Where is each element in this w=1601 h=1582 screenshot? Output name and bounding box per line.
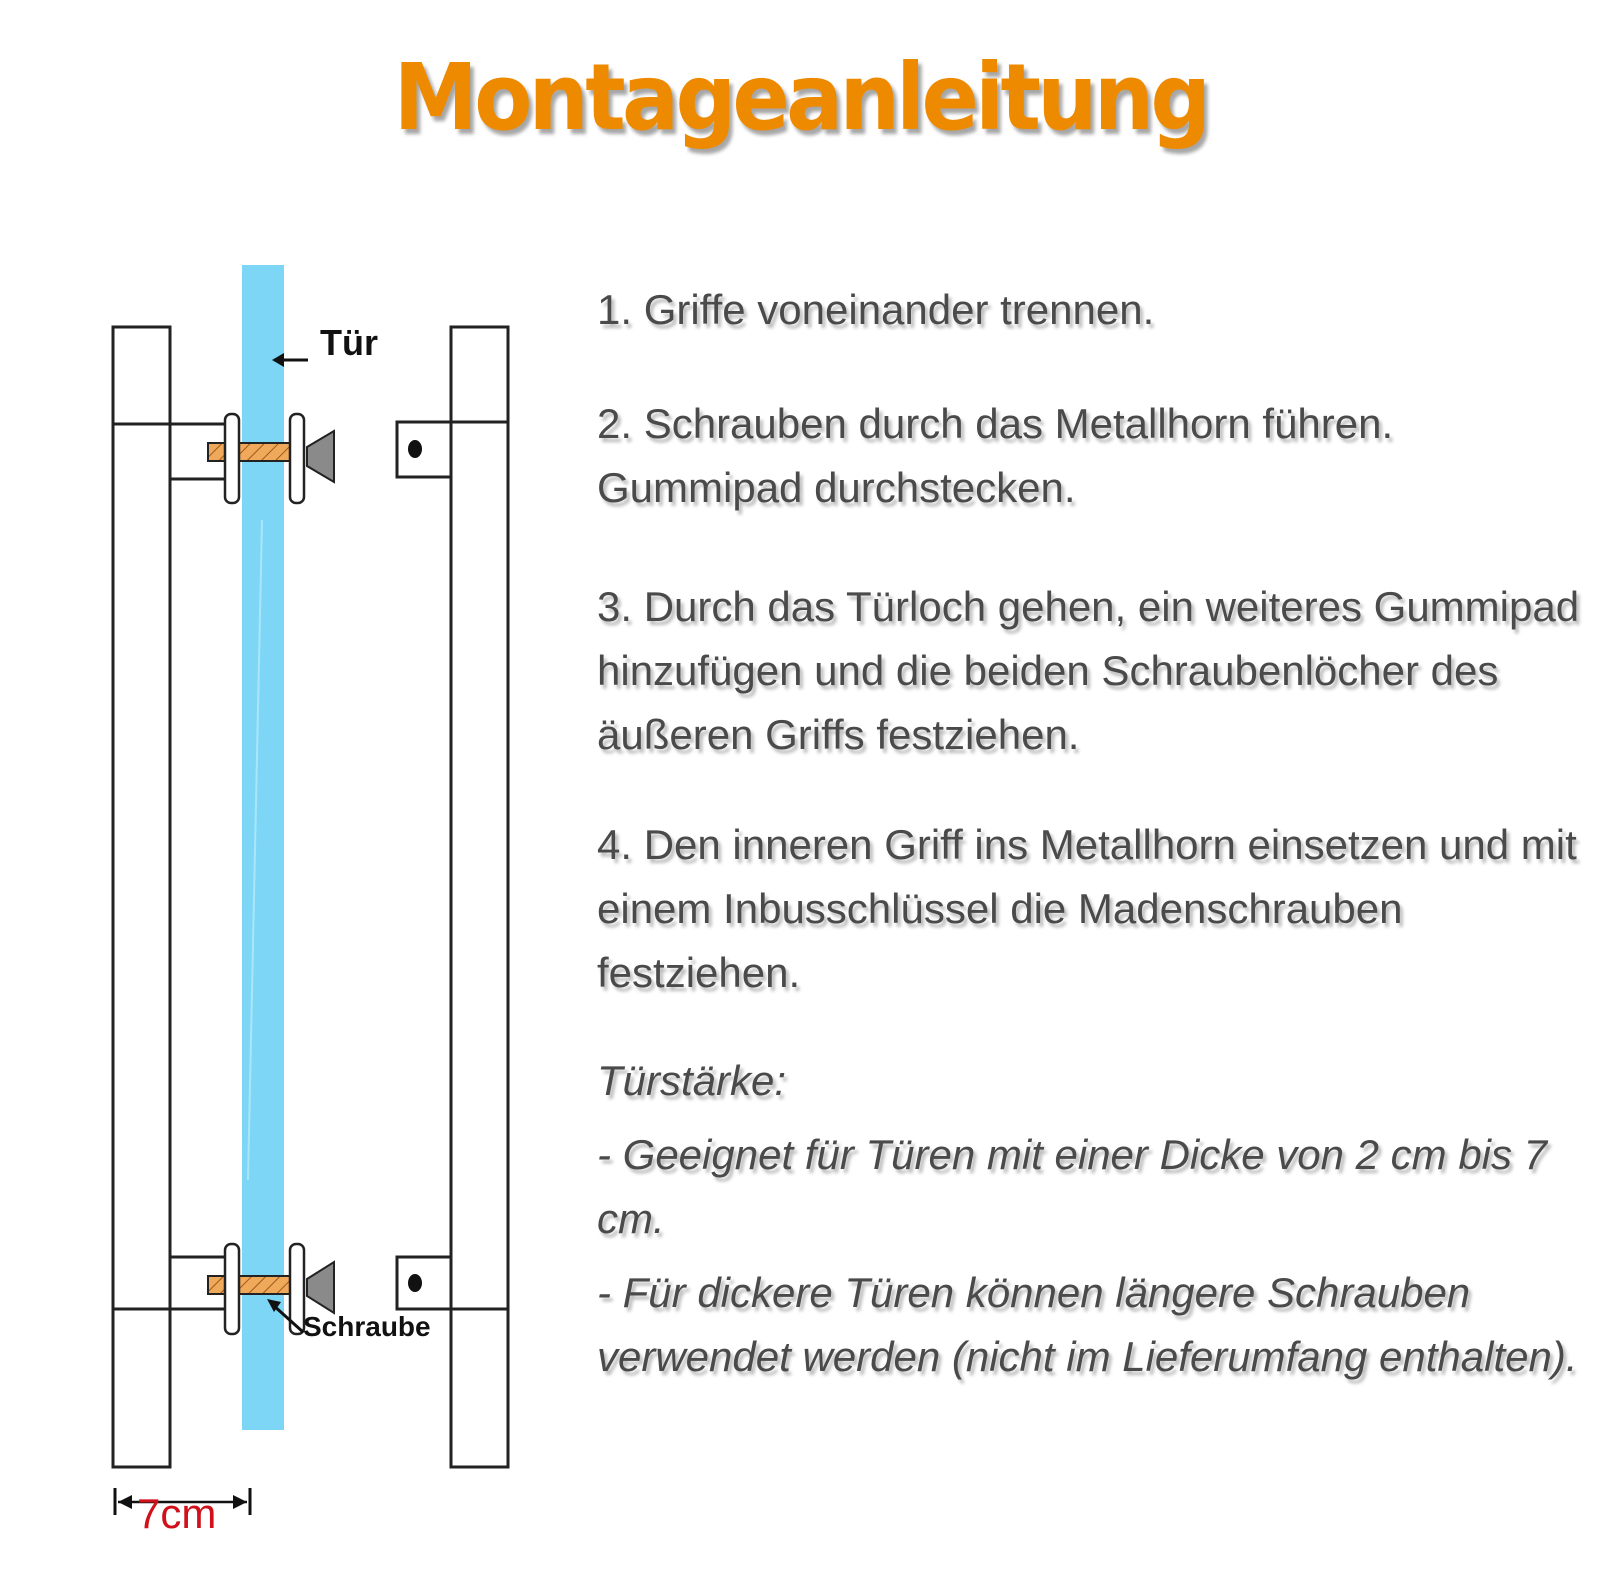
top-hole [408, 440, 422, 458]
bottom-hole [408, 1274, 422, 1292]
bottom-screw [208, 1276, 291, 1294]
left-handle-bar [113, 327, 170, 1467]
width-label: 7cm [137, 1490, 217, 1537]
door-thickness-section [597, 1049, 1587, 1389]
screw-label: Schraube [303, 1311, 431, 1342]
glass-door [242, 265, 284, 1430]
handle-door-diagram [0, 0, 600, 1582]
top-screw [208, 443, 291, 461]
door-label: Tür [320, 322, 378, 363]
thickness-heading: Türstärke: [597, 1057, 787, 1104]
top-bumper [307, 431, 334, 482]
instruction-steps [597, 278, 1587, 1399]
step-3: 3. Durch das Türloch gehen, ein weiteres Gummipad hinzufügen und die beiden Schraubenlöcher des äußeren Griffs festziehen. [597, 583, 1580, 758]
thickness-item-range: - Geeignet für Türen mit einer Dicke von 2 cm bis 7 cm. [597, 1131, 1548, 1242]
step-1: 1. Griffe voneinander trennen. [597, 286, 1155, 333]
right-handle-bar [451, 327, 508, 1467]
thickness-item-longer-screws: - Für dickere Türen können längere Schrauben verwendet werden (nicht im Lieferumfang enthalten). [597, 1269, 1578, 1380]
page-title: Montageanleitung [393, 44, 1208, 151]
step-2: 2. Schrauben durch das Metallhorn führen. Gummipad durchstecken. [597, 400, 1394, 511]
top-mount [170, 414, 451, 503]
bottom-bumper [307, 1262, 334, 1313]
installation-diagram [0, 0, 600, 1582]
step-4: 4. Den inneren Griff ins Metallhorn einsetzen und mit einem Inbusschlüssel die Madenschrauben festziehen. [597, 821, 1577, 996]
